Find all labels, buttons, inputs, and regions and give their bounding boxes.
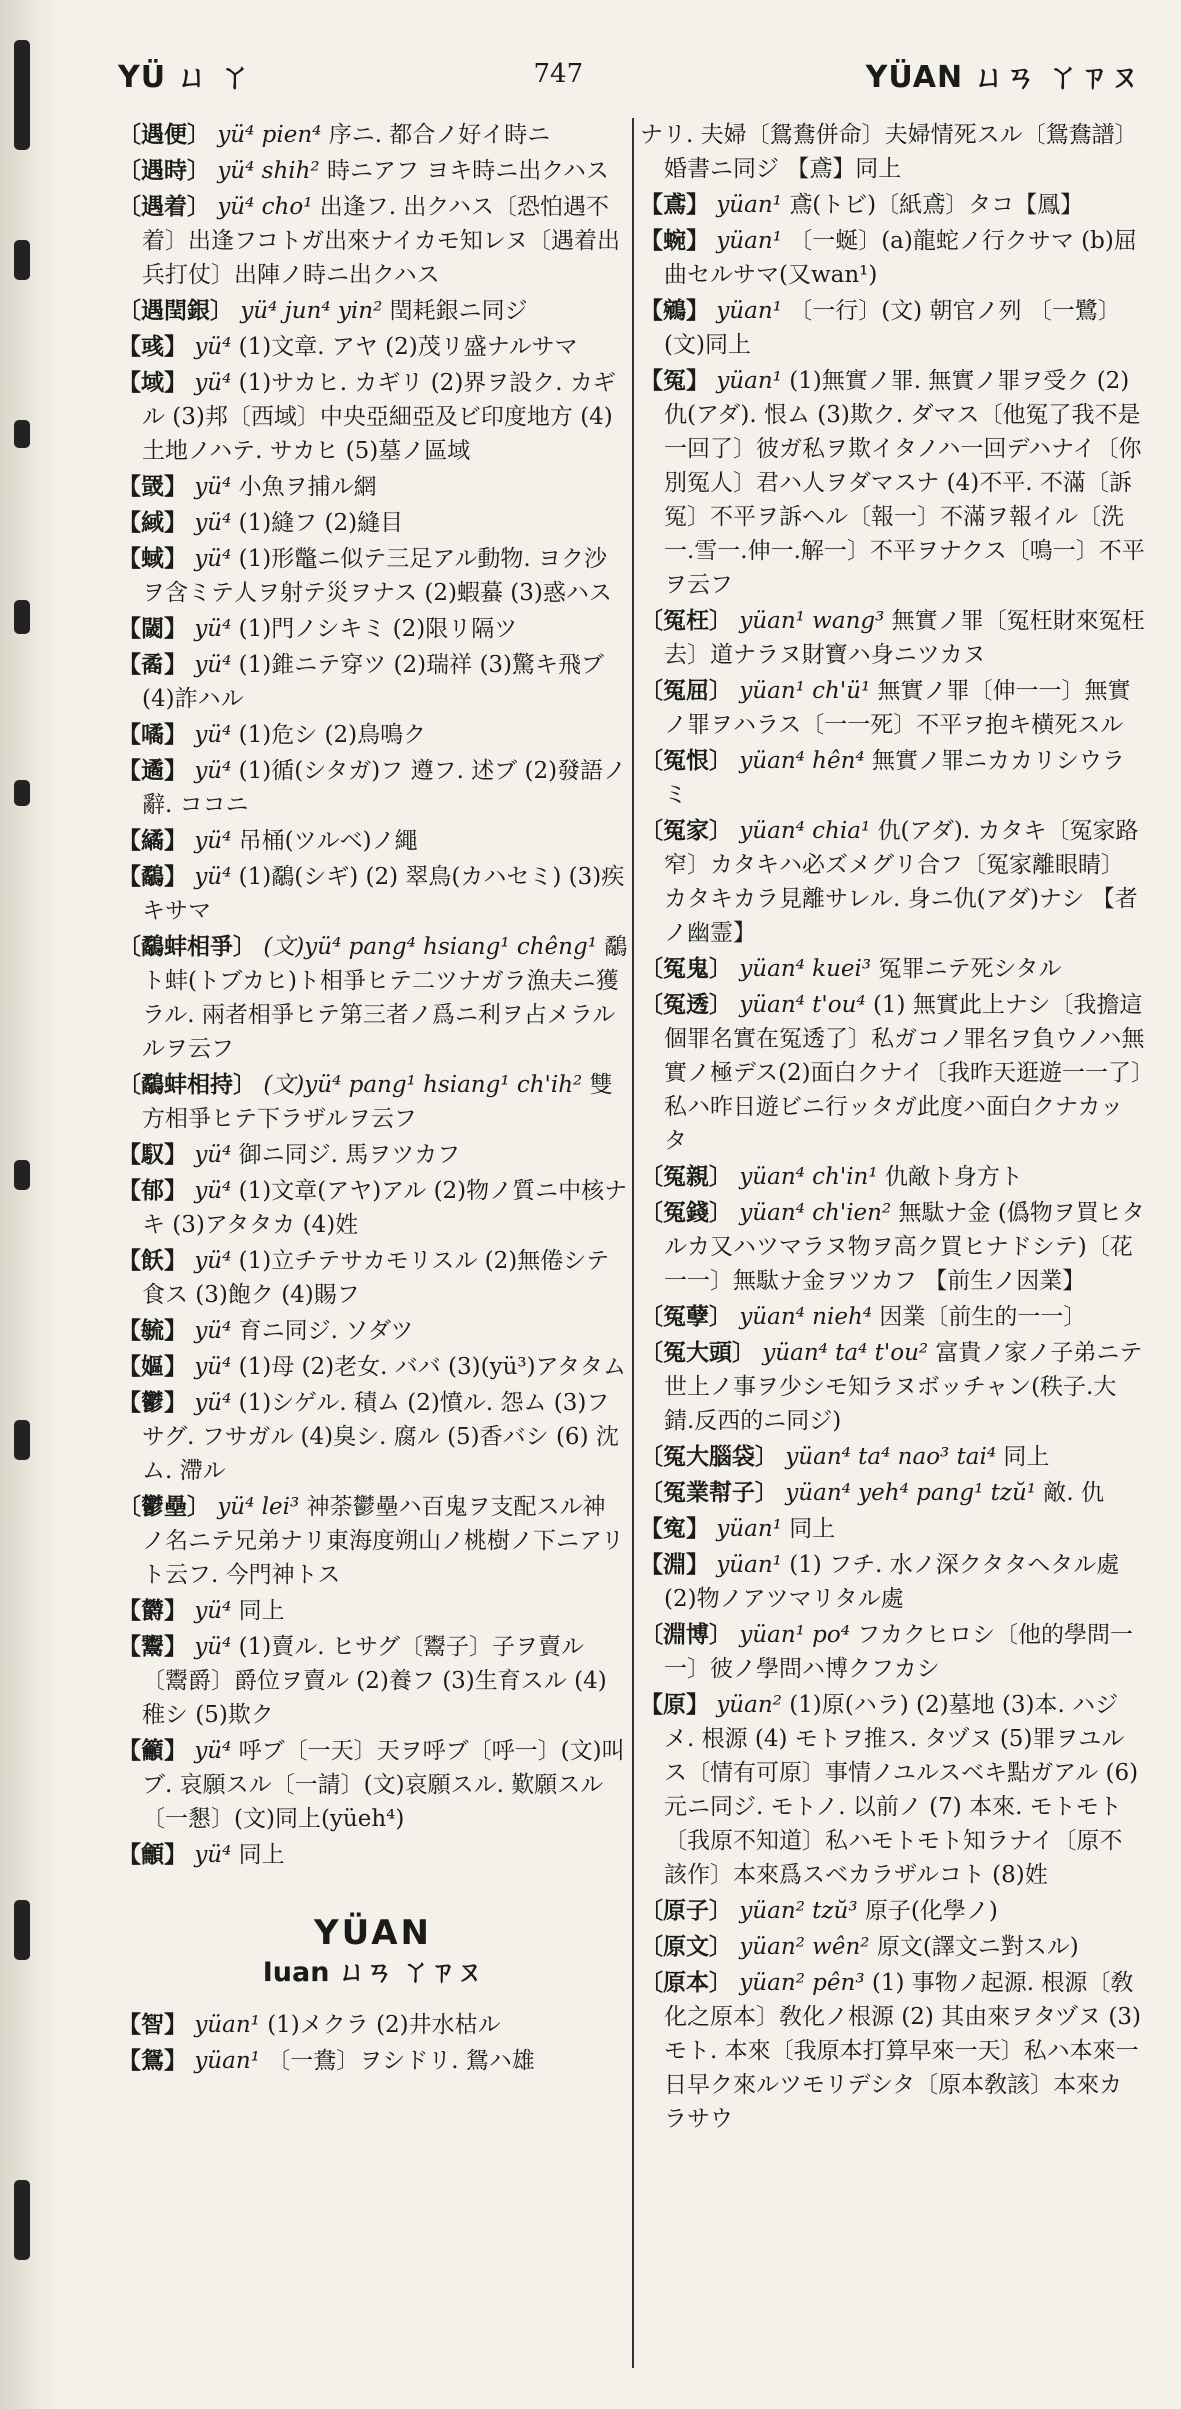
dictionary-entry [118, 190, 628, 292]
entry-headword: 〔冤屈〕 [640, 677, 732, 704]
entry-headword: 【寃】 [640, 1515, 709, 1542]
section-heading [118, 1913, 628, 1990]
right-column [640, 118, 1145, 2378]
entry-romanization: (文)yü⁴ pang¹ hsiang¹ ch'ih² [263, 1072, 583, 1098]
entry-romanization: yüan⁴ ch'in¹ [739, 1164, 878, 1190]
left-entry-list [118, 118, 628, 1872]
column-divider [632, 118, 634, 2368]
entry-definition: 小魚ヲ捕ル網 [238, 474, 377, 500]
entry-definition: (1)原(ハラ) (2)墓地 (3)本. ハジメ. 根源 (4) モトヲ推ス. タヅヌ (5)罪ヲユルス〔情有可原〕事情ノユルスベキ點ガアル (6)元ニ同ジ. モトノ. 以前ノ (7) 本來. モトモト〔我原不知道〕私ハモトモト知ラナイ〔原不該作〕本來爲スベカラザルコト (8)姓 [664, 1692, 1139, 1888]
dictionary-entry [640, 294, 1145, 362]
entry-headword: 【飫】 [118, 1247, 187, 1274]
entry-romanization: yü⁴ [194, 722, 232, 748]
entry-romanization: yü⁴ lei³ [217, 1494, 300, 1520]
dictionary-entry [640, 1688, 1145, 1892]
entry-headword: 【龥】 [118, 1841, 187, 1868]
entry-definition: 呼ブ〔一天〕天ヲ呼ブ〔呼一〕(文)叫ブ. 哀願スル〔一請〕(文)哀願スル. 歎願スル〔一懇〕(文)同上(yüeh⁴) [142, 1738, 625, 1832]
binding-mark [14, 240, 30, 280]
left-entry-list-after-section [118, 2008, 628, 2078]
entry-headword: 【毓】 [118, 1317, 187, 1344]
entry-romanization: yü⁴ [194, 1318, 232, 1344]
entry-definition: 出逢フ. 出クハス〔恐怕遇不着〕出逢フコトガ出來ナイカモ知レヌ〔遇着出兵打仗〕出陣ノ時ニ出クハス [142, 194, 620, 288]
dictionary-entry [118, 648, 628, 716]
entry-romanization: yüan² [716, 1692, 782, 1718]
page-number: 747 [533, 59, 584, 89]
dictionary-entry [640, 1618, 1145, 1686]
entry-headword: 【鵷】 [640, 297, 709, 324]
entry-headword: 【原】 [640, 1691, 709, 1718]
section-title: YÜAN [314, 1913, 432, 1953]
entry-romanization: yü⁴ [194, 1842, 232, 1868]
dictionary-entry [118, 1734, 628, 1836]
entry-headword: 【馭】 [118, 1141, 187, 1168]
entry-romanization: yüan¹ po⁴ [739, 1622, 850, 1648]
entry-definition: 時ニアフ ヨキ時ニ出クハス [326, 158, 609, 184]
dictionary-entry [640, 1548, 1145, 1616]
entry-definition: 無實ノ罪〔冤枉財來冤枉去〕道ナラヌ財寶ハ身ニツカヌ [664, 608, 1145, 668]
entry-headword: 〔冤孽〕 [640, 1303, 732, 1330]
binding-mark [14, 1160, 30, 1190]
entry-definition: フカクヒロシ〔他的學問一一〕彼ノ學問ハ博クフカシ [664, 1622, 1134, 1682]
entry-headword: 【繘】 [118, 827, 187, 854]
entry-definition: ナリ. 夫婦〔鴛鴦併命〕夫婦情死スル〔鴛鴦譜〕婚書ニ同ジ 【鳶】同上 [640, 122, 1138, 182]
entry-headword: 【鴛】 [118, 2047, 187, 2074]
entry-definition: (1) 無實此上ナシ〔我擔這個罪名實在冤透了〕私ガコノ罪名ヲ負ウノハ無實ノ極デス(2)面白クナイ〔我昨天逛遊一一了〕私ハ昨日遊ビニ行ッタガ此度ハ面白クナカッタ [664, 992, 1145, 1154]
entry-romanization: yüan⁴ hên⁴ [739, 748, 865, 774]
dictionary-entry [640, 1336, 1145, 1438]
binding-mark [14, 1420, 30, 1460]
entry-definition: 序ニ. 都合ノ好イ時ニ [328, 122, 551, 148]
entry-definition: 無實ノ罪ニカカリシウラミ [664, 748, 1125, 808]
entry-definition: 神荼鬱壘ハ百鬼ヲ支配スル神ノ名ニテ兄弟ナリ東海度朔山ノ桃樹ノ下ニアリト云フ. 今門神トス [142, 1494, 625, 1588]
dictionary-entry [118, 118, 628, 152]
entry-romanization: yü⁴ [194, 652, 232, 678]
entry-romanization: yü⁴ jun⁴ yin² [240, 298, 383, 324]
entry-romanization: yü⁴ [194, 1248, 232, 1274]
dictionary-entry [118, 612, 628, 646]
entry-definition: (1)循(シタガ)フ 遵フ. 述ブ (2)發語ノ辭. ココニ [142, 758, 627, 818]
entry-headword: 【蜿】 [640, 227, 709, 254]
entry-definition: 同上 [1003, 1444, 1050, 1470]
right-entry-list [640, 118, 1145, 2136]
entry-romanization: yü⁴ cho¹ [217, 194, 313, 220]
entry-definition: 育ニ同ジ. ソダツ [238, 1318, 414, 1344]
section-subtitle: Iuan ㄩㄢ ㄚㄗㄡ [262, 1957, 484, 1988]
entry-romanization: (文)yü⁴ pang⁴ hsiang¹ chêng¹ [263, 934, 597, 960]
entry-romanization: yüan¹ [716, 192, 782, 218]
entry-definition: (1) フチ. 水ノ深クタタヘタル處 (2)物ノアツマリタル處 [664, 1552, 1120, 1612]
dictionary-entry [640, 1300, 1145, 1334]
entry-romanization: yü⁴ pien⁴ [217, 122, 322, 148]
entry-definition: (1)賣ル. ヒサグ〔鬻子〕子ヲ賣ル〔鬻爵〕爵位ヲ賣ル (2)養フ (3)生育スル (4)稚シ (5)欺ク [142, 1634, 607, 1728]
dictionary-entry [640, 952, 1145, 986]
entry-romanization: yüan⁴ kuei³ [739, 956, 872, 982]
dictionary-entry [640, 1512, 1145, 1546]
dictionary-entry [118, 860, 628, 928]
entry-romanization: yüan¹ [716, 368, 782, 394]
entry-headword: 〔冤大腦袋〕 [640, 1443, 778, 1470]
entry-headword: 【嫗】 [118, 1353, 187, 1380]
entry-headword: 〔遇便〕 [118, 121, 210, 148]
entry-headword: 〔冤家〕 [640, 817, 732, 844]
dictionary-entry [118, 1138, 628, 1172]
entry-romanization: yü⁴ [194, 1390, 232, 1416]
entry-headword: 【緎】 [118, 509, 187, 536]
dictionary-entry [118, 2044, 628, 2078]
entry-headword: 【彧】 [118, 333, 187, 360]
entry-romanization: yüan¹ [716, 228, 782, 254]
dictionary-entry [640, 744, 1145, 812]
entry-definition: 原文(譯文ニ對スル) [876, 1934, 1079, 1960]
dictionary-entry [118, 1386, 628, 1488]
dictionary-entry [640, 364, 1145, 602]
dictionary-entry [118, 824, 628, 858]
dictionary-entry [640, 1966, 1145, 2136]
entry-headword: 〔鬱壘〕 [118, 1493, 210, 1520]
entry-romanization: yü⁴ [194, 510, 232, 536]
entry-headword: 〔原子〕 [640, 1897, 732, 1924]
entry-romanization: yü⁴ [194, 864, 232, 890]
entry-headword: 【冤】 [640, 367, 709, 394]
dictionary-entry [118, 930, 628, 1066]
entry-romanization: yü⁴ shih² [217, 158, 320, 184]
dictionary-entry [640, 1894, 1145, 1928]
entry-romanization: yüan¹ [194, 2048, 260, 2074]
dictionary-entry [118, 470, 628, 504]
entry-romanization: yü⁴ [194, 758, 232, 784]
entry-romanization: yü⁴ [194, 1142, 232, 1168]
entry-romanization: yüan¹ wang³ [739, 608, 885, 634]
entry-romanization: yüan⁴ ta⁴ t'ou² [762, 1340, 929, 1366]
dictionary-entry [118, 1490, 628, 1592]
entry-romanization: yüan⁴ ch'ien² [739, 1200, 892, 1226]
entry-definition: 同上 [238, 1598, 285, 1624]
entry-romanization: yüan⁴ nieh⁴ [739, 1304, 872, 1330]
entry-headword: 【籲】 [118, 1737, 187, 1764]
entry-definition: 富貴ノ家ノ子弟ニテ世上ノ事ヲ少シモ知ラヌボッチャン(秩子.大錆.反西的ニ同ジ) [664, 1340, 1143, 1434]
entry-headword: 【欝】 [118, 1597, 187, 1624]
entry-headword: 【鬻】 [118, 1633, 187, 1660]
binding-mark [14, 2180, 30, 2260]
entry-romanization: yüan¹ ch'ü¹ [739, 678, 871, 704]
entry-definition: (1)メクラ (2)井水枯ル [267, 2012, 501, 2038]
dictionary-entry [640, 604, 1145, 672]
entry-headword: 【淵】 [640, 1551, 709, 1578]
entry-headword: 〔冤枉〕 [640, 607, 732, 634]
entry-definition: 仇(アダ). カタキ〔冤家路窄〕カタキハ必ズメグリ合フ〔冤家離眼睛〕カタキカラ見離サレル. 身ニ仇(アダ)ナシ 【者ノ幽霊】 [664, 818, 1139, 946]
entry-romanization: yü⁴ [194, 1354, 232, 1380]
dictionary-entry [118, 1244, 628, 1312]
binding-mark [14, 600, 30, 634]
entry-headword: 【智】 [118, 2011, 187, 2038]
entry-headword: 〔鷸蚌相爭〕 [118, 933, 256, 960]
entry-definition: (1)立チテサカモリスル (2)無倦シテ食ス (3)飽ク (4)賜フ [142, 1248, 610, 1308]
entry-definition: 敵. 仇 [1043, 1480, 1104, 1506]
entry-headword: 【郁】 [118, 1177, 187, 1204]
dictionary-entry [118, 330, 628, 364]
dictionary-entry [118, 1838, 628, 1872]
binding-mark [14, 1900, 30, 1960]
dictionary-entry [640, 1476, 1145, 1510]
dictionary-entry [118, 754, 628, 822]
dictionary-entry [640, 224, 1145, 292]
entry-headword: 【罭】 [118, 473, 187, 500]
entry-definition: (1)縫フ (2)縫目 [238, 510, 404, 536]
entry-romanization: yü⁴ [194, 546, 232, 572]
entry-romanization: yü⁴ [194, 1598, 232, 1624]
entry-definition: 〔一鴦〕ヲシドリ. 鴛ハ雄 [267, 2048, 535, 2074]
entry-definition: 鳶(トビ)〔紙鳶〕タコ【鳳】 [789, 192, 1084, 218]
entry-romanization: yü⁴ [194, 1634, 232, 1660]
entry-definition: (1) 事物ノ起源. 根源〔敎化之原本〕敎化ノ根源 (2) 其由來ヲタヅヌ (3) モト. 本來〔我原本打算早來一天〕私ハ本來一日早ク來ルツモリデシタ〔原本敎該〕本來カラサウ [664, 1970, 1141, 2132]
entry-headword: 〔冤大頭〕 [640, 1339, 755, 1366]
page-header [118, 44, 1141, 104]
entry-romanization: yüan² wên² [739, 1934, 870, 1960]
dictionary-entry [640, 814, 1145, 950]
entry-romanization: yü⁴ [194, 616, 232, 642]
dictionary-entry [118, 542, 628, 610]
entry-definition: (1)文章(アヤ)アル (2)物ノ質ニ中核ナキ (3)アタタカ (4)姓 [142, 1178, 628, 1238]
entry-definition: (1)サカヒ. カギリ (2)界ヲ設ク. カギル (3)邦〔西域〕中央亞細亞及ビ印度地方 (4) 土地ノハテ. サカヒ (5)墓ノ區域 [142, 370, 616, 464]
dictionary-entry [118, 366, 628, 468]
entry-romanization: yü⁴ [194, 370, 232, 396]
entry-headword: 〔冤恨〕 [640, 747, 732, 774]
dictionary-entry [118, 1174, 628, 1242]
dictionary-entry [118, 1630, 628, 1732]
dictionary-entry [640, 1196, 1145, 1298]
binding-mark [14, 40, 30, 150]
entry-romanization: yü⁴ [194, 334, 232, 360]
dictionary-entry [640, 1160, 1145, 1194]
entry-definition: 無駄ナ金 (僞物ヲ買ヒタルカ又ハツマラヌ物ヲ高ク買ヒナドシテ)〔花一一〕無駄ナ金ヲツカフ 【前生ノ因業】 [664, 1200, 1145, 1294]
entry-definition: 同上 [789, 1516, 836, 1542]
entry-definition: 鷸ト蚌(トブカヒ)ト相爭ヒテ二ツナガラ漁夫ニ獲ラル. 兩者相爭ヒテ第三者ノ爲ニ利ヲ占メラルルヲ云フ [142, 934, 628, 1062]
entry-romanization: yüan¹ [716, 1552, 782, 1578]
entry-definition: 無實ノ罪〔伸一一〕無實ノ罪ヲハラス〔一一死〕不平ヲ抱キ横死スル [664, 678, 1131, 738]
dictionary-entry [640, 1930, 1145, 1964]
dictionary-entry [118, 1314, 628, 1348]
entry-definition: 吊桶(ツルベ)ノ繩 [238, 828, 418, 854]
entry-headword: 〔冤親〕 [640, 1163, 732, 1190]
dictionary-entry [118, 1594, 628, 1628]
entry-headword: 〔冤業幇子〕 [640, 1479, 778, 1506]
entry-romanization: yü⁴ [194, 1178, 232, 1204]
left-column [118, 118, 628, 2378]
entry-headword: 【鬱】 [118, 1389, 187, 1416]
entry-romanization: yüan² pên³ [739, 1970, 865, 1996]
entry-romanization: yüan⁴ ta⁴ nao³ tai⁴ [785, 1444, 997, 1470]
entry-definition: 因業〔前生的一一〕 [879, 1304, 1087, 1330]
entry-romanization: yü⁴ [194, 1738, 232, 1764]
entry-definition: (1)錐ニテ穿ツ (2)瑞祥 (3)驚キ飛ブ (4)詐ハル [142, 652, 605, 712]
entry-definition: (1)形鼈ニ似テ三足アル動物. ヨク沙ヲ含ミテ人ヲ射テ災ヲナス (2)蝦蟇 (3)惑ハス [142, 546, 612, 606]
entry-headword: 〔鷸蚌相持〕 [118, 1071, 256, 1098]
entry-headword: 【蜮】 [118, 545, 187, 572]
entry-definition: (1)無實ノ罪. 無實ノ罪ヲ受ク (2)仇(アダ). 恨ム (3)欺ク. ダマス〔他冤了我不是一回了〕彼ガ私ヲ欺イタノハ一回デハナイ〔你別冤人〕君ハ人ヲダマスナ (4)不平. 不滿〔訴冤〕不平ヲ訴ヘル〔報一〕不滿ヲ報イル〔洗一.雪一.伸一.解一〕不平ヲナクス〔鳴一〕不平ヲ云フ [664, 368, 1145, 598]
binding-mark [14, 780, 30, 806]
entry-headword: 【噊】 [118, 721, 187, 748]
dictionary-entry [118, 1068, 628, 1136]
entry-headword: 〔冤錢〕 [640, 1199, 732, 1226]
entry-definition: 御ニ同ジ. 馬ヲツカフ [238, 1142, 461, 1168]
entry-definition: (1)危シ (2)鳥鳴ク [238, 722, 427, 748]
entry-headword: 【鳶】 [640, 191, 709, 218]
entry-headword: 〔冤透〕 [640, 991, 732, 1018]
entry-headword: 【域】 [118, 369, 187, 396]
entry-headword: 〔遇閏銀〕 [118, 297, 233, 324]
entry-definition: (1)鷸(シギ) (2) 翠鳥(カハセミ) (3)疾キサマ [142, 864, 625, 924]
dictionary-entry [640, 1440, 1145, 1474]
dictionary-entry [118, 2008, 628, 2042]
dictionary-entry [118, 154, 628, 188]
dictionary-entry [118, 506, 628, 540]
dictionary-entry [118, 1350, 628, 1384]
entry-romanization: yü⁴ [194, 828, 232, 854]
dictionary-entry [640, 988, 1145, 1158]
header-right-guide: YÜAN ㄩㄢ ㄚㄗㄡ [865, 60, 1141, 95]
entry-headword: 【鷸】 [118, 863, 187, 890]
entry-romanization: yüan⁴ chia¹ [739, 818, 871, 844]
entry-romanization: yüan¹ [194, 2012, 260, 2038]
entry-romanization: yüan⁴ t'ou⁴ [739, 992, 866, 1018]
entry-headword: 〔遇時〕 [118, 157, 210, 184]
binding-mark [14, 420, 30, 448]
entry-definition: 仇敵ト身方ト [884, 1164, 1023, 1190]
entry-headword: 〔遇着〕 [118, 193, 210, 220]
entry-definition: 雙方相爭ヒテ下ラザルヲ云フ [142, 1072, 613, 1132]
entry-definition: 同上 [238, 1842, 285, 1868]
entry-romanization: yüan² tzŭ³ [739, 1898, 858, 1924]
book-binding-edge [0, 0, 58, 2409]
entry-romanization: yü⁴ [194, 474, 232, 500]
dictionary-entry [640, 188, 1145, 222]
dictionary-entry [118, 294, 628, 328]
entry-romanization: yüan¹ [716, 1516, 782, 1542]
dictionary-entry [118, 718, 628, 752]
entry-definition: (1)門ノシキミ (2)限リ隔ツ [238, 616, 518, 642]
entry-definition: (1)文章. アヤ (2)茂リ盛ナルサマ [238, 334, 578, 360]
entry-definition: 〔一行〕(文) 朝官ノ列 〔一鷺〕(文)同上 [664, 298, 1121, 358]
entry-headword: 〔原本〕 [640, 1969, 732, 1996]
entry-definition: 冤罪ニテ死シタル [878, 956, 1062, 982]
dictionary-entry [640, 674, 1145, 742]
entry-definition: (1)母 (2)老女. ババ (3)(yü³)アタタム [238, 1354, 627, 1380]
entry-definition: 閏耗銀ニ同ジ [389, 298, 528, 324]
entry-romanization: yüan⁴ yeh⁴ pang¹ tzŭ¹ [785, 1480, 1037, 1506]
header-left-guide: YÜ ㄩ ㄚ [118, 60, 251, 95]
entry-headword: 〔原文〕 [640, 1933, 732, 1960]
entry-headword: 【閾】 [118, 615, 187, 642]
entry-headword: 【遹】 [118, 757, 187, 784]
entry-definition: (1)シゲル. 積ム (2)憤ル. 怨ム (3)フサグ. フサガル (4)臭シ. 腐ル (5)香バシ (6) 沈ム. 滯ル [142, 1390, 619, 1484]
entry-headword: 〔淵博〕 [640, 1621, 732, 1648]
entry-definition: 〔一蜒〕(a)龍蛇ノ行クサマ (b)屈曲セルサマ(又wan¹) [664, 228, 1137, 288]
entry-headword: 〔冤鬼〕 [640, 955, 732, 982]
dictionary-entry [640, 118, 1145, 186]
entry-romanization: yüan¹ [716, 298, 782, 324]
entry-definition: 原子(化學ノ) [864, 1898, 998, 1924]
entry-headword: 【矞】 [118, 651, 187, 678]
